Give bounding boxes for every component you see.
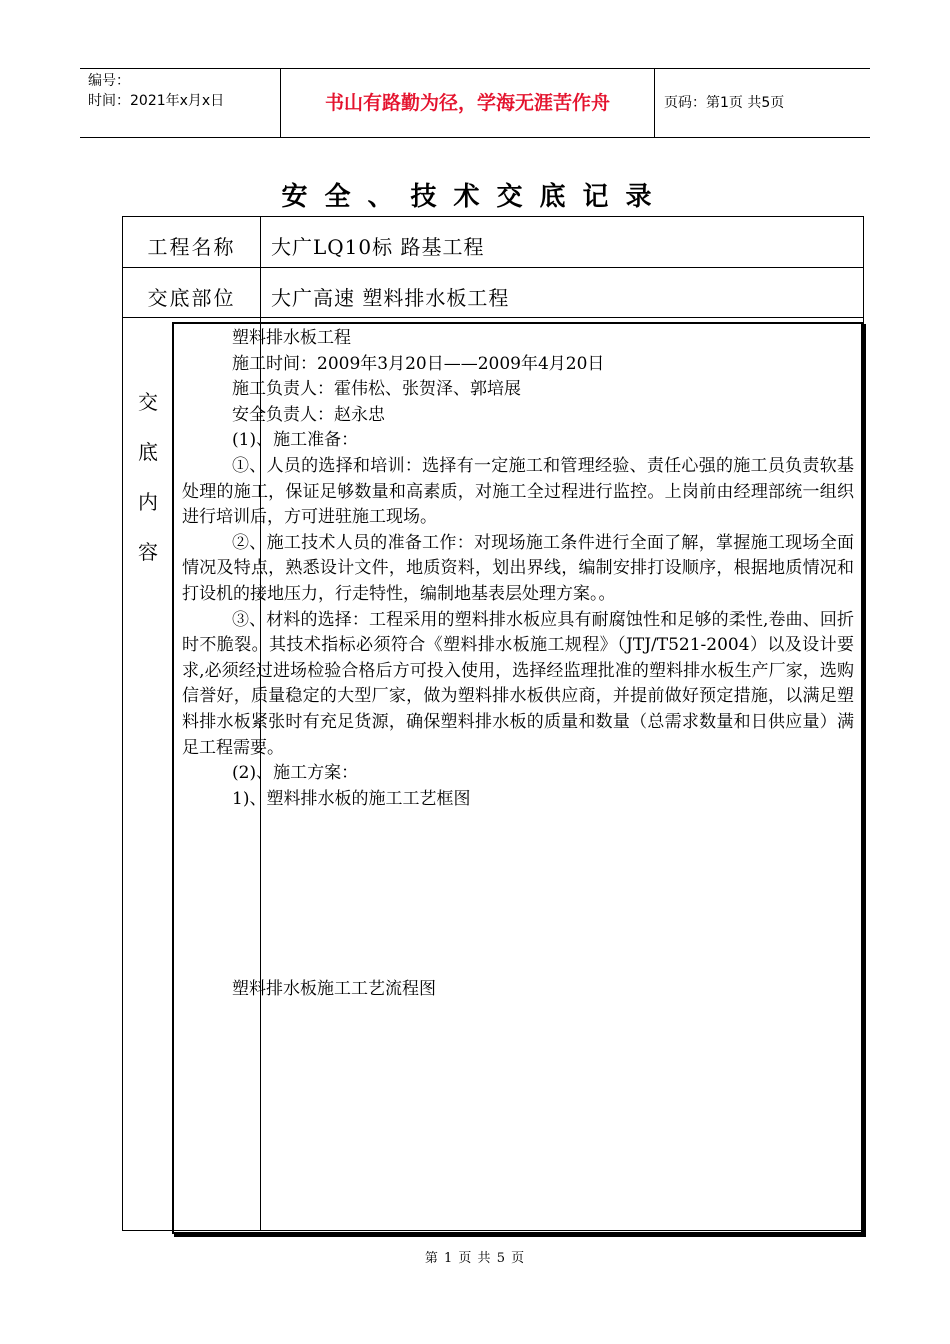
content-line: 施工负责人：霍伟松、张贺泽、郭培展 (232, 379, 521, 400)
content-paragraph: ②、施工技术人员的准备工作：对现场施工条件进行全面了解，掌握施工现场全面情况及特点，熟悉设计文件，地质资料，划出界线，编制安排打设顺序，根据地质情况和打设机的接地压力，行走特性，编制地基表层处理方案。。 (182, 532, 854, 604)
content-line: 1)、塑料排水板的施工工艺框图 (232, 788, 471, 809)
disclosure-content (182, 326, 854, 812)
document-header (80, 68, 870, 138)
project-name-label: 工程名称 (147, 235, 236, 259)
content-label-char: 容 (138, 540, 158, 564)
disclosure-part-label: 交底部位 (147, 286, 236, 310)
content-label-char: 交 (138, 390, 158, 414)
content-box-shadow (863, 324, 866, 1236)
time-label: 时间：2021年x月x日 (88, 93, 225, 109)
content-line: 施工时间：2009年3月20日——2009年4月20日 (232, 353, 605, 374)
content-box-shadow (174, 1234, 866, 1237)
header-page-info: 页码：第1页 共5页 (664, 95, 785, 111)
row-divider (123, 267, 863, 268)
content-label-char: 底 (138, 440, 158, 464)
header-motto: 书山有路勤为径，学海无涯苦作舟 (281, 69, 655, 137)
section-heading: (2)、施工方案： (232, 763, 359, 784)
flow-chart-caption: 塑料排水板施工工艺流程图 (232, 979, 436, 999)
project-name-value: 大广LQ10标 路基工程 (271, 235, 485, 259)
content-label-char: 内 (138, 490, 158, 514)
content-label (133, 377, 163, 577)
content-paragraph: ③、材料的选择：工程采用的塑料排水板应具有耐腐蚀性和足够的柔性,卷曲、回折时不脆裂。其技术指标必须符合《塑料排水板施工规程》（JTJ/T521-2004）以及设计要求,必须经过进场检验合格后方可投入使用，选择经监理批准的塑料排水板生产厂家，选购信誉好，质量稳定的大型厂家，做为塑料排水板供应商，并提前做好预定措施，以满足塑料排水板紧张时有充足货源，确保塑料排水板的质量和数量（总需求数量和日供应量）满足工程需要。 (182, 609, 854, 758)
content-paragraph: ①、人员的选择和培训：选择有一定施工和管理经验、责任心强的施工员负责软基处理的施工，保证足够数量和高素质，对施工全过程进行监控。上岗前由经理部统一组织进行培训后，方可进驻施工现场。 (182, 455, 854, 528)
content-line: 塑料排水板工程 (232, 328, 351, 348)
disclosure-part-value: 大广高速 塑料排水板工程 (271, 286, 510, 310)
document-title: 安全、技术交底记录 (281, 182, 669, 212)
page-footer: 第 1 页 共 5 页 (424, 1251, 526, 1266)
header-meta (80, 69, 281, 137)
serial-label: 编号： (88, 73, 130, 89)
row-divider (123, 317, 863, 318)
section-heading: (1)、施工准备： (232, 430, 359, 451)
content-line: 安全负责人：赵永忠 (232, 404, 385, 425)
